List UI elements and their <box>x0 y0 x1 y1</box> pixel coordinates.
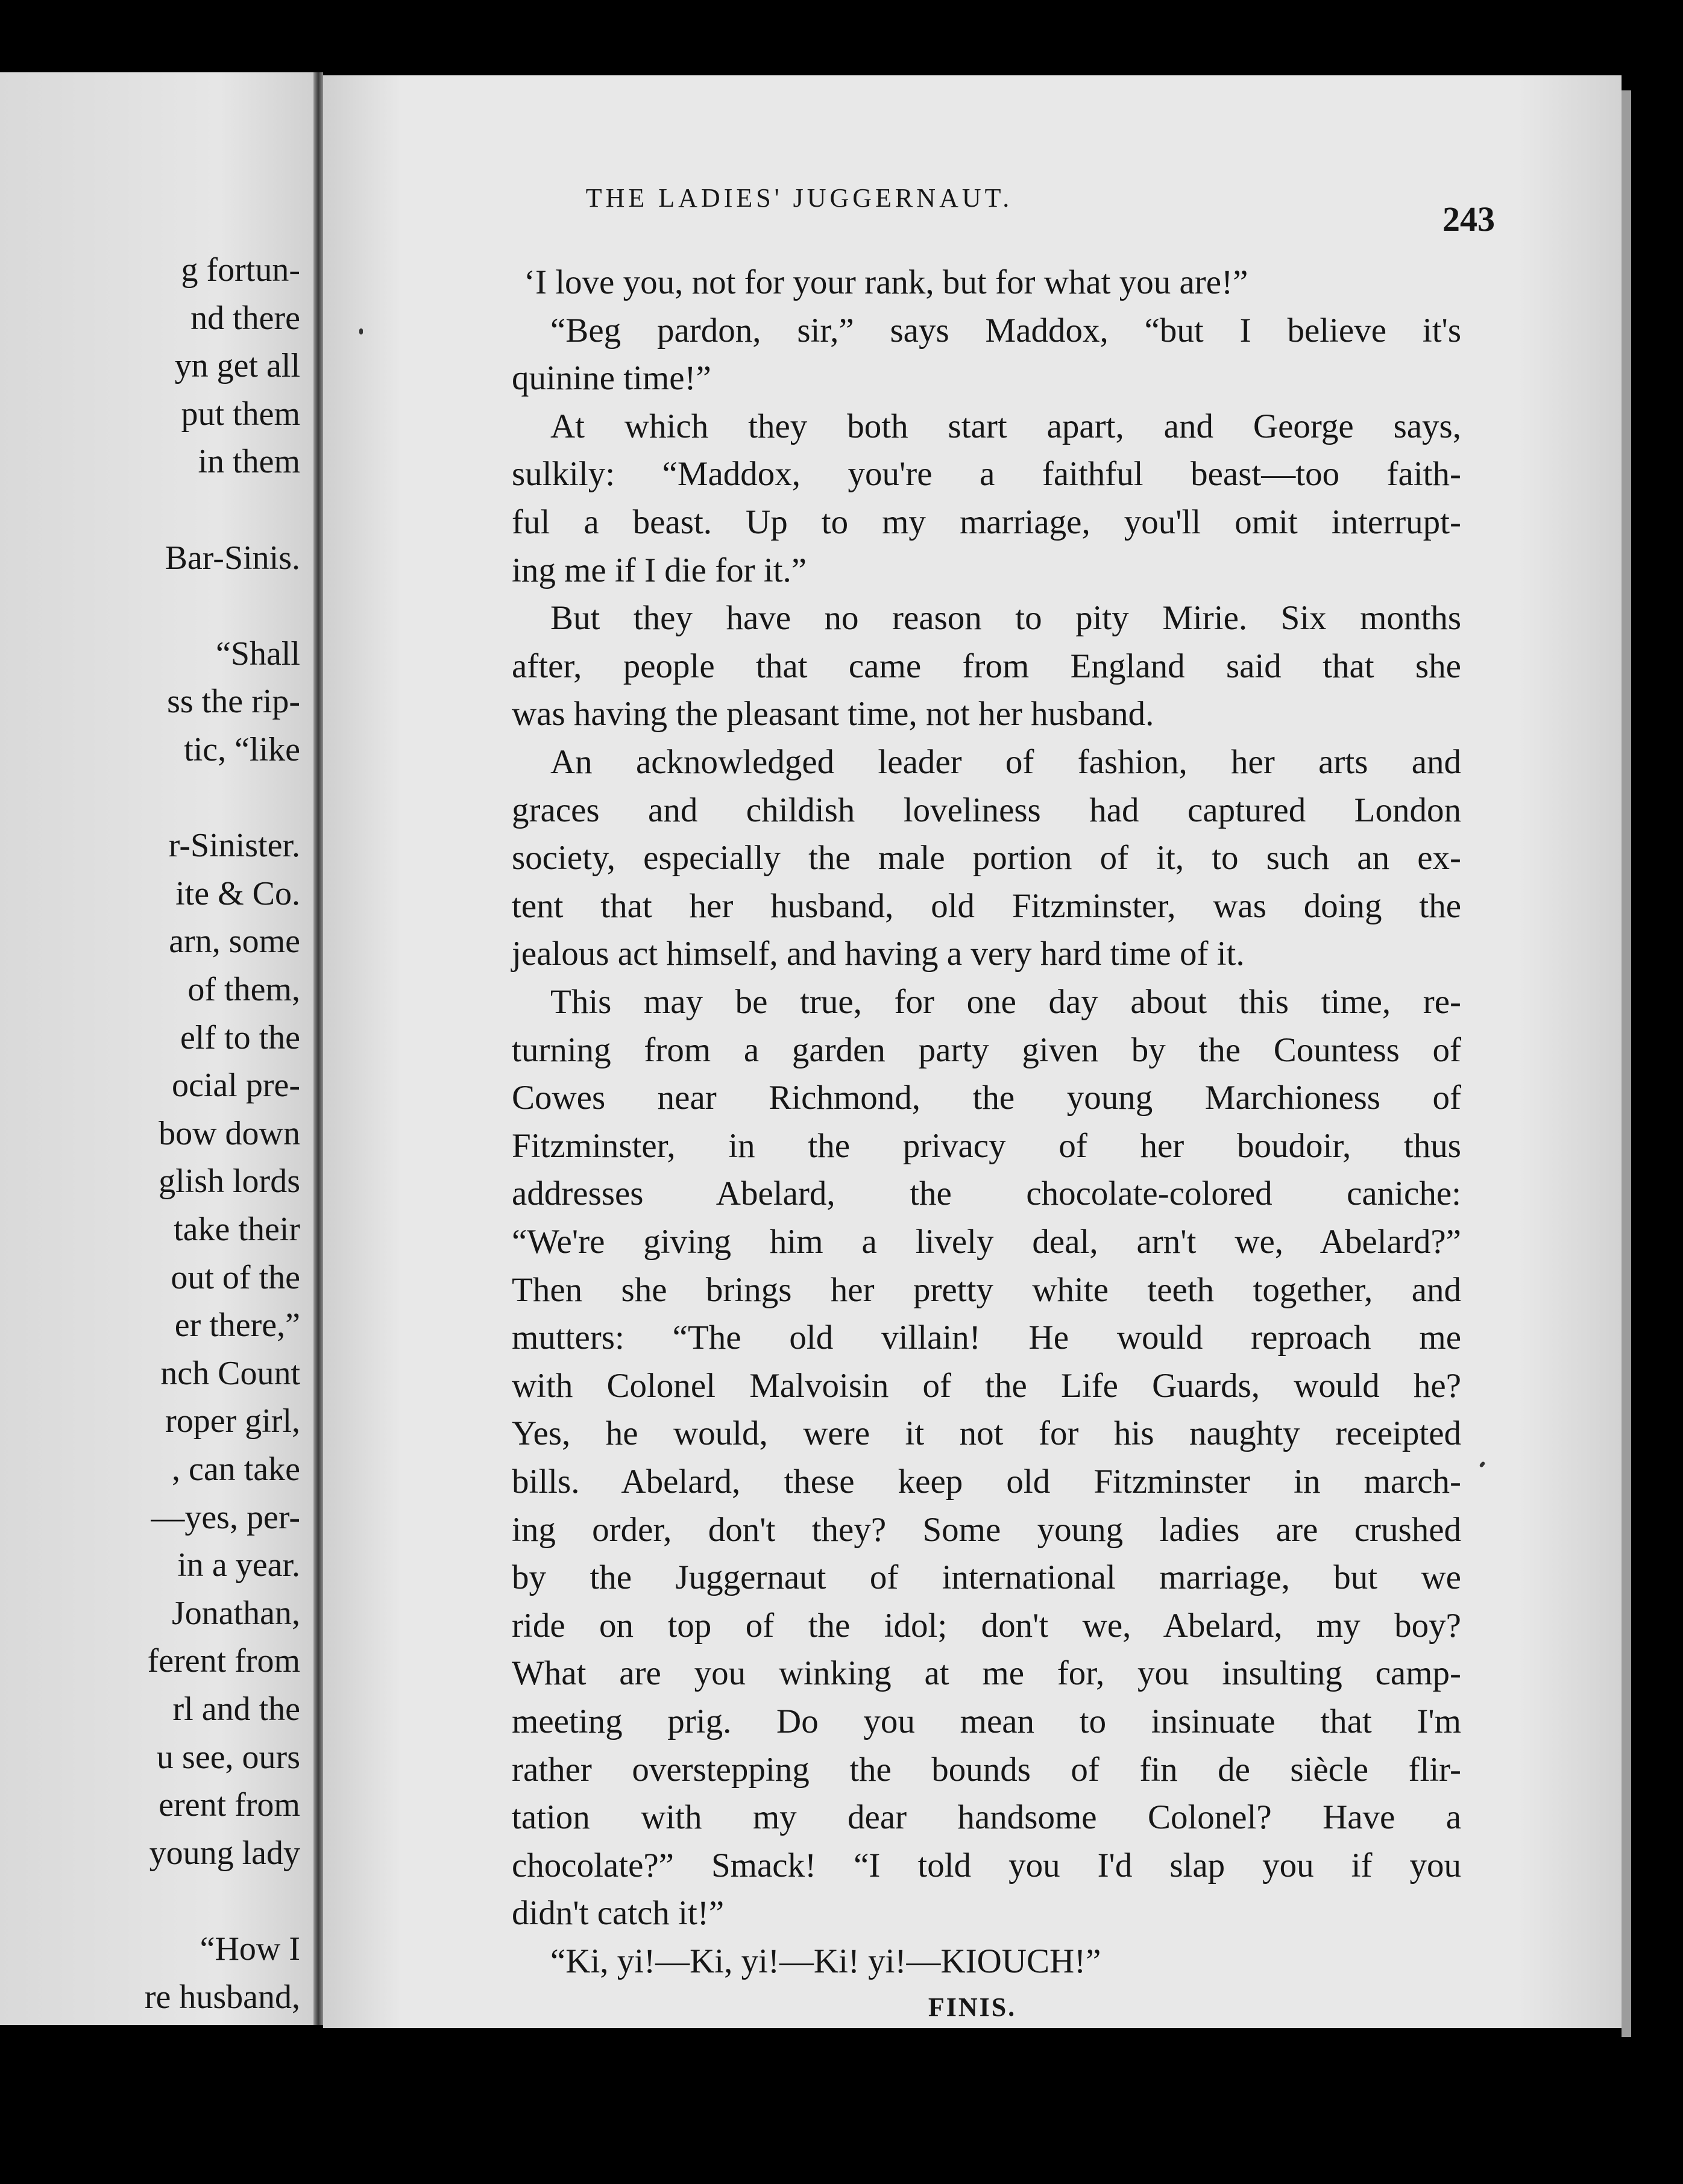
text-line: ful a beast. Up to my marriage, you'll omit interrupt- <box>512 503 1461 541</box>
text-line: This may be true, for one day about this time, re- <box>550 983 1461 1021</box>
text-line: bills. Abelard, these keep old Fitzminster in march- <box>512 1463 1461 1501</box>
text-line: ing order, don't they? Some young ladies are crushed <box>512 1510 1461 1549</box>
left-page-line: er there,” <box>174 1307 300 1345</box>
running-head: THE LADIES' JUGGERNAUT. <box>585 183 1013 213</box>
text-line: ing me if I die for it.” <box>512 551 807 589</box>
text-line: “Beg pardon, sir,” says Maddox, “but I believe it's <box>550 311 1461 350</box>
text-line: society, especially the male portion of it, to such an ex- <box>512 839 1461 877</box>
left-page-line: erent from <box>159 1786 300 1824</box>
text-line: by the Juggernaut of international marriage, but we <box>512 1558 1461 1597</box>
left-page-line: , can take <box>172 1451 300 1488</box>
text-line: after, people that came from England said that she <box>512 647 1461 685</box>
left-page-line: in them <box>198 443 300 481</box>
left-page-line: ferent from <box>147 1642 300 1680</box>
text-line: An acknowledged leader of fashion, her arts and <box>550 743 1461 781</box>
left-page-line: out of the <box>171 1258 300 1296</box>
text-line: Cowes near Richmond, the young Marchioness of <box>512 1079 1461 1117</box>
book-gutter <box>313 72 323 2025</box>
text-line: What are you winking at me for, you insulting camp- <box>512 1654 1461 1693</box>
text-line: At which they both start apart, and George says, <box>550 407 1461 445</box>
right-page <box>323 75 1622 2028</box>
text-line: “Ki, yi!—Ki, yi!—Ki! yi!—KIOUCH!” <box>550 1942 1101 1980</box>
page-number: 243 <box>1442 199 1495 239</box>
left-page-line: “How I <box>200 1930 300 1968</box>
left-page-line: young lady <box>149 1834 300 1872</box>
text-line: with Colonel Malvoisin of the Life Guards, would he? <box>512 1366 1461 1405</box>
left-page-line: “Shall <box>216 635 300 673</box>
left-page-line: u see, ours <box>157 1738 300 1776</box>
left-page-line: Jonathan, <box>171 1594 300 1632</box>
left-page-line: elf to the <box>180 1018 300 1056</box>
text-line: Fitzminster, in the privacy of her boudoir, thus <box>512 1126 1461 1165</box>
left-page <box>0 72 313 2025</box>
text-line: turning from a garden party given by the Countess of <box>512 1031 1461 1069</box>
left-page-line: ite & Co. <box>175 874 300 912</box>
left-page-line: take their <box>174 1211 300 1248</box>
text-line: Yes, he would, were it not for his naughty receipted <box>512 1414 1461 1453</box>
left-page-line: yn get all <box>174 347 300 385</box>
left-page-line: nch Count <box>160 1354 300 1392</box>
text-line: “We're giving him a lively deal, arn't we, Abelard?” <box>512 1223 1461 1261</box>
text-line: sulkily: “Maddox, you're a faithful beast—too faith- <box>512 455 1461 494</box>
text-line: But they have no reason to pity Mirie. Six months <box>550 599 1461 638</box>
left-page-line: glish lords <box>159 1163 300 1200</box>
left-page-line: arn, some <box>169 923 300 961</box>
text-line: chocolate?” Smack! “I told you I'd slap you if you <box>512 1846 1461 1884</box>
text-line: tation with my dear handsome Colonel? Have a <box>512 1798 1461 1837</box>
left-page-line: re husband, <box>144 1978 300 2016</box>
text-line: addresses Abelard, the chocolate-colored caniche: <box>512 1175 1461 1213</box>
left-page-line: bow down <box>159 1114 300 1152</box>
left-page-line: put them <box>181 395 300 433</box>
left-page-line: of them, <box>187 971 300 1008</box>
left-page-line: g fortun- <box>181 251 300 289</box>
text-line: tent that her husband, old Fitzminster, was doing the <box>512 886 1461 925</box>
left-page-line: ocial pre- <box>172 1067 300 1105</box>
text-line: graces and childish loveliness had captured London <box>512 791 1461 829</box>
left-page-line: r-Sinister. <box>168 827 300 865</box>
text-line: ‘I love you, not for your rank, but for what you are!” <box>524 263 1248 301</box>
left-page-line: ss the rip- <box>167 683 300 721</box>
left-page-line: roper girl, <box>165 1402 300 1440</box>
text-line: mutters: “The old villain! He would reproach me <box>512 1319 1461 1357</box>
finis-label: FINIS. <box>928 1992 1017 2022</box>
text-line: rather overstepping the bounds of fin de siècle flir- <box>512 1750 1461 1789</box>
text-line: jealous act himself, and having a very hard time of it. <box>512 935 1245 973</box>
text-line: ride on top of the idol; don't we, Abelard, my boy? <box>512 1606 1461 1645</box>
left-page-line: rl and the <box>172 1690 300 1728</box>
text-line: quinine time!” <box>512 359 711 398</box>
text-line: was having the pleasant time, not her husband. <box>512 695 1154 733</box>
ink-speck <box>1479 1461 1485 1468</box>
left-page-line: in a year. <box>177 1546 300 1584</box>
text-line: didn't catch it!” <box>512 1894 725 1933</box>
left-page-line: nd there <box>190 299 300 337</box>
page-edge <box>1622 90 1631 2037</box>
text-line: meeting prig. Do you mean to insinuate that I'm <box>512 1702 1461 1740</box>
text-line: Then she brings her pretty white teeth together, and <box>512 1270 1461 1309</box>
left-page-line: Bar-Sinis. <box>165 539 300 577</box>
ink-speck <box>359 328 363 334</box>
left-page-line: —yes, per- <box>151 1498 300 1536</box>
left-page-line: tic, “like <box>184 731 300 768</box>
